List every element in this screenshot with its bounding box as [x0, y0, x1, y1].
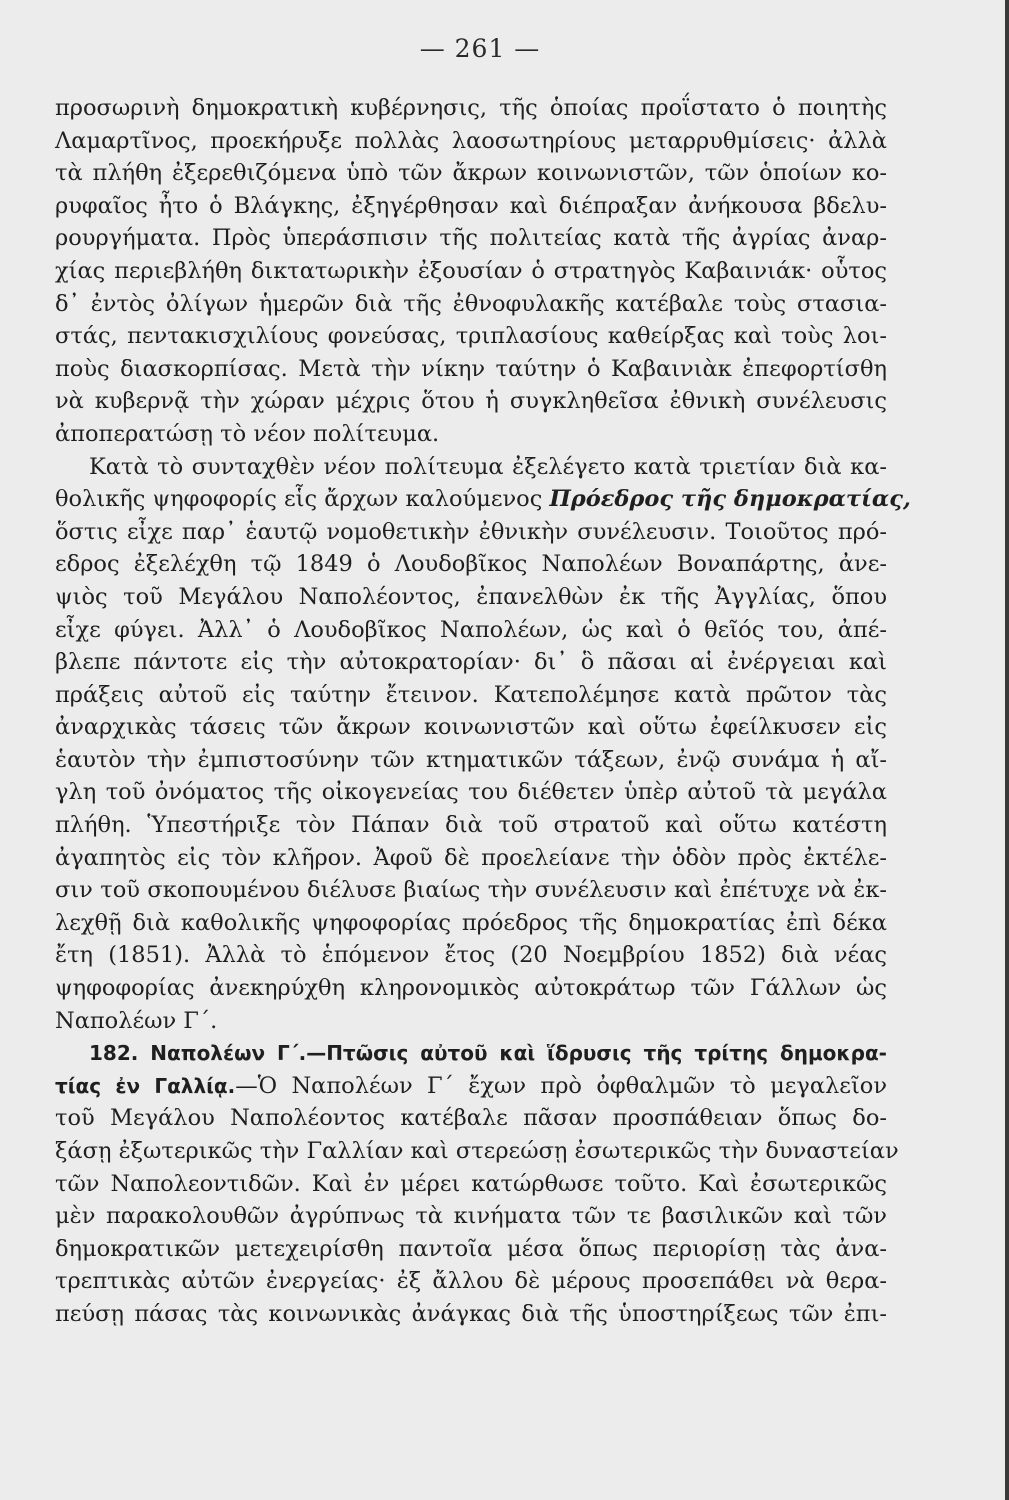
text-line: ἔτη (1851). Ἀλλὰ τὸ ἑπόμενον ἔτος (20 Νοεμβρίου 1852) διὰ νέας	[55, 942, 887, 969]
text-line	[55, 1070, 887, 1103]
section-heading-continuation: τίας ἐν Γαλλίᾳ.	[55, 1073, 236, 1098]
text-line: ἀγαπητὸς εἰς τὸν κλῆρον. Ἀφοῦ δὲ προελείανε τὴν ὁδὸν πρὸς ἐκτέλε-	[55, 844, 887, 871]
emphasized-term: Πρόεδρος τῆς δημοκρατίας,	[549, 486, 911, 513]
text-line: σιν τοῦ σκοπουμένου διέλυσε βιαίως τὴν συνέλευσιν καὶ ἐπέτυχε νὰ ἐκ-	[55, 877, 887, 904]
text-line: ψηφοφορίας ἀνεκηρύχθη κληρονομικὸς αὐτοκράτωρ τῶν Γάλλων ὡς	[55, 975, 887, 1002]
text-line: τρεπτικὰς αὐτῶν ἐνεργείας· ἐξ ἄλλου δὲ μέρους προσεπάθει νὰ θερα-	[55, 1268, 887, 1295]
text-line: μὲν παρακολουθῶν ἀγρύπνως τὰ κινήματα τῶν τε βασιλικῶν καὶ τῶν	[55, 1203, 887, 1230]
text-line: πεύσῃ πάσας τὰς κοινωνικὰς ἀνάγκας διὰ τῆς ὑποστηρίξεως τῶν ἐπι-	[55, 1300, 887, 1327]
text-line: τοῦ Μεγάλου Ναπολέοντος κατέβαλε πᾶσαν προσπάθειαν ὅπως δο-	[55, 1105, 887, 1132]
text-line: χίας περιεβλήθη δικτατωρικὴν ἐξουσίαν ὁ στρατηγὸς Καβαινιάκ· οὗτος	[55, 257, 887, 284]
text-line	[55, 483, 911, 516]
text-line: εδρος ἐξελέχθη τῷ 1849 ὁ Λουδοβῖκος Ναπολέων Βοναπάρτης, ἀνε-	[55, 551, 887, 578]
text-line: δ᾽ ἐντὸς ὀλίγων ἡμερῶν διὰ τῆς ἐθνοφυλακῆς κατέβαλε τοὺς στασια-	[55, 290, 887, 317]
body-text	[55, 92, 911, 1331]
text-line: ἑαυτὸν τὴν ἐμπιστοσύνην τῶν κτηματικῶν τάξεων, ἐνῷ συνάμα ἡ αἴ-	[55, 746, 887, 773]
text-line: πλήθη. Ὑπεστήριξε τὸν Πάπαν διὰ τοῦ στρατοῦ καὶ οὕτω κατέστη	[55, 812, 887, 839]
text-line: ὅστις εἶχε παρ᾽ ἑαυτῷ νομοθετικὴν ἐθνικὴν συνέλευσιν. Τοιοῦτος πρό-	[55, 518, 887, 545]
page-edge	[1005, 0, 1009, 1500]
text-fragment: —Ὁ Ναπολέων Γ΄ ἔχων πρὸ ὀφθαλμῶν τὸ μεγαλεῖον	[235, 1072, 887, 1099]
text-line: ρυφαῖος ἦτο ὁ Βλάγκης, ἐξηγέρθησαν καὶ διέπραξαν ἀνήκουσα βδελυ-	[55, 192, 887, 219]
section-heading: 182. Ναπολέων Γ΄.—Πτῶσις αὐτοῦ καὶ ἵδρυσις τῆς τρίτης δημοκρα-	[89, 1041, 887, 1066]
text-line: ξάσῃ ἐξωτερικῶς τὴν Γαλλίαν καὶ στερεώσῃ ἐσωτερικῶς τὴν δυναστείαν	[55, 1138, 899, 1164]
text-line: εἶχε φύγει. Ἀλλ᾽ ὁ Λουδοβῖκος Ναπολέων, ὡς καὶ ὁ θεῖός του, ἀπέ-	[55, 616, 887, 643]
text-line: Ναπολέων Γ΄.	[55, 1007, 218, 1034]
text-line: τῶν Ναπολεοντιδῶν. Καὶ ἐν μέρει κατώρθωσε τοῦτο. Καὶ ἐσωτερικῶς	[55, 1170, 887, 1197]
text-line: ψιὸς τοῦ Μεγάλου Ναπολέοντος, ἐπανελθὼν ἐκ τῆς Ἀγγλίας, ὅπου	[55, 583, 887, 610]
text-line: δημοκρατικῶν μετεχειρίσθη παντοῖα μέσα ὅπως περιορίσῃ τὰς ἀνα-	[55, 1235, 887, 1262]
text-line: προσωρινὴ δημοκρατικὴ κυβέρνησις, τῆς ὁποίας προΐστατο ὁ ποιητὴς	[55, 95, 887, 121]
text-line: νὰ κυβερνᾷ τὴν χώραν μέχρις ὅτου ἡ συγκληθεῖσα ἐθνικὴ συνέλευσις	[55, 388, 887, 415]
text-line: βλεπε πάντοτε εἰς τὴν αὐτοκρατορίαν· δι᾽ ὃ πᾶσαι αἱ ἐνέργειαι καὶ	[55, 649, 887, 676]
text-line: γλη τοῦ ὀνόματος τῆς οἰκογενείας του διέθετεν ὑπὲρ αὐτοῦ τὰ μεγάλα	[55, 779, 887, 806]
page-number: — 261 —	[419, 34, 541, 63]
text-line: ποὺς διασκορπίσας. Μετὰ τὴν νίκην ταύτην ὁ Καβαινιὰκ ἐπεφορτίσθη	[55, 355, 887, 382]
text-line: πράξεις αὐτοῦ εἰς ταύτην ἔτεινον. Κατεπολέμησε κατὰ πρῶτον τὰς	[55, 681, 887, 708]
text-line: ρουργήματα. Πρὸς ὑπεράσπισιν τῆς πολιτείας κατὰ τῆς ἀγρίας ἀναρ-	[55, 225, 887, 252]
text-fragment: θολικῆς ψηφοφορίς εἷς ἄρχων καλούμενος	[55, 486, 550, 513]
text-line: Κατὰ τὸ συνταχθὲν νέον πολίτευμα ἐξελέγετο κατὰ τριετίαν διὰ κα-	[89, 453, 887, 480]
text-line: ἀποπερατώσῃ τὸ νέον πολίτευμα.	[55, 420, 440, 447]
text-line: λεχθῇ διὰ καθολικῆς ψηφοφορίας πρόεδρος τῆς δημοκρατίας ἐπὶ δέκα	[55, 909, 887, 936]
text-line: τὰ πλήθη ἐξερεθιζόμενα ὑπὸ τῶν ἄκρων κοινωνιστῶν, τῶν ὁποίων κο-	[55, 160, 887, 187]
text-line: Λαμαρτῖνος, προεκήρυξε πολλὰς λαοσωτηρίους μεταρρυθμίσεις· ἀλλὰ	[55, 127, 887, 154]
text-line: ἀναρχικὰς τάσεις τῶν ἄκρων κοινωνιστῶν καὶ οὕτω ἐφείλκυσεν εἰς	[55, 714, 887, 741]
text-line: στάς, πεντακισχιλίους φονεύσας, τριπλασίους καθείρξας καὶ τοὺς λοι-	[55, 323, 887, 350]
